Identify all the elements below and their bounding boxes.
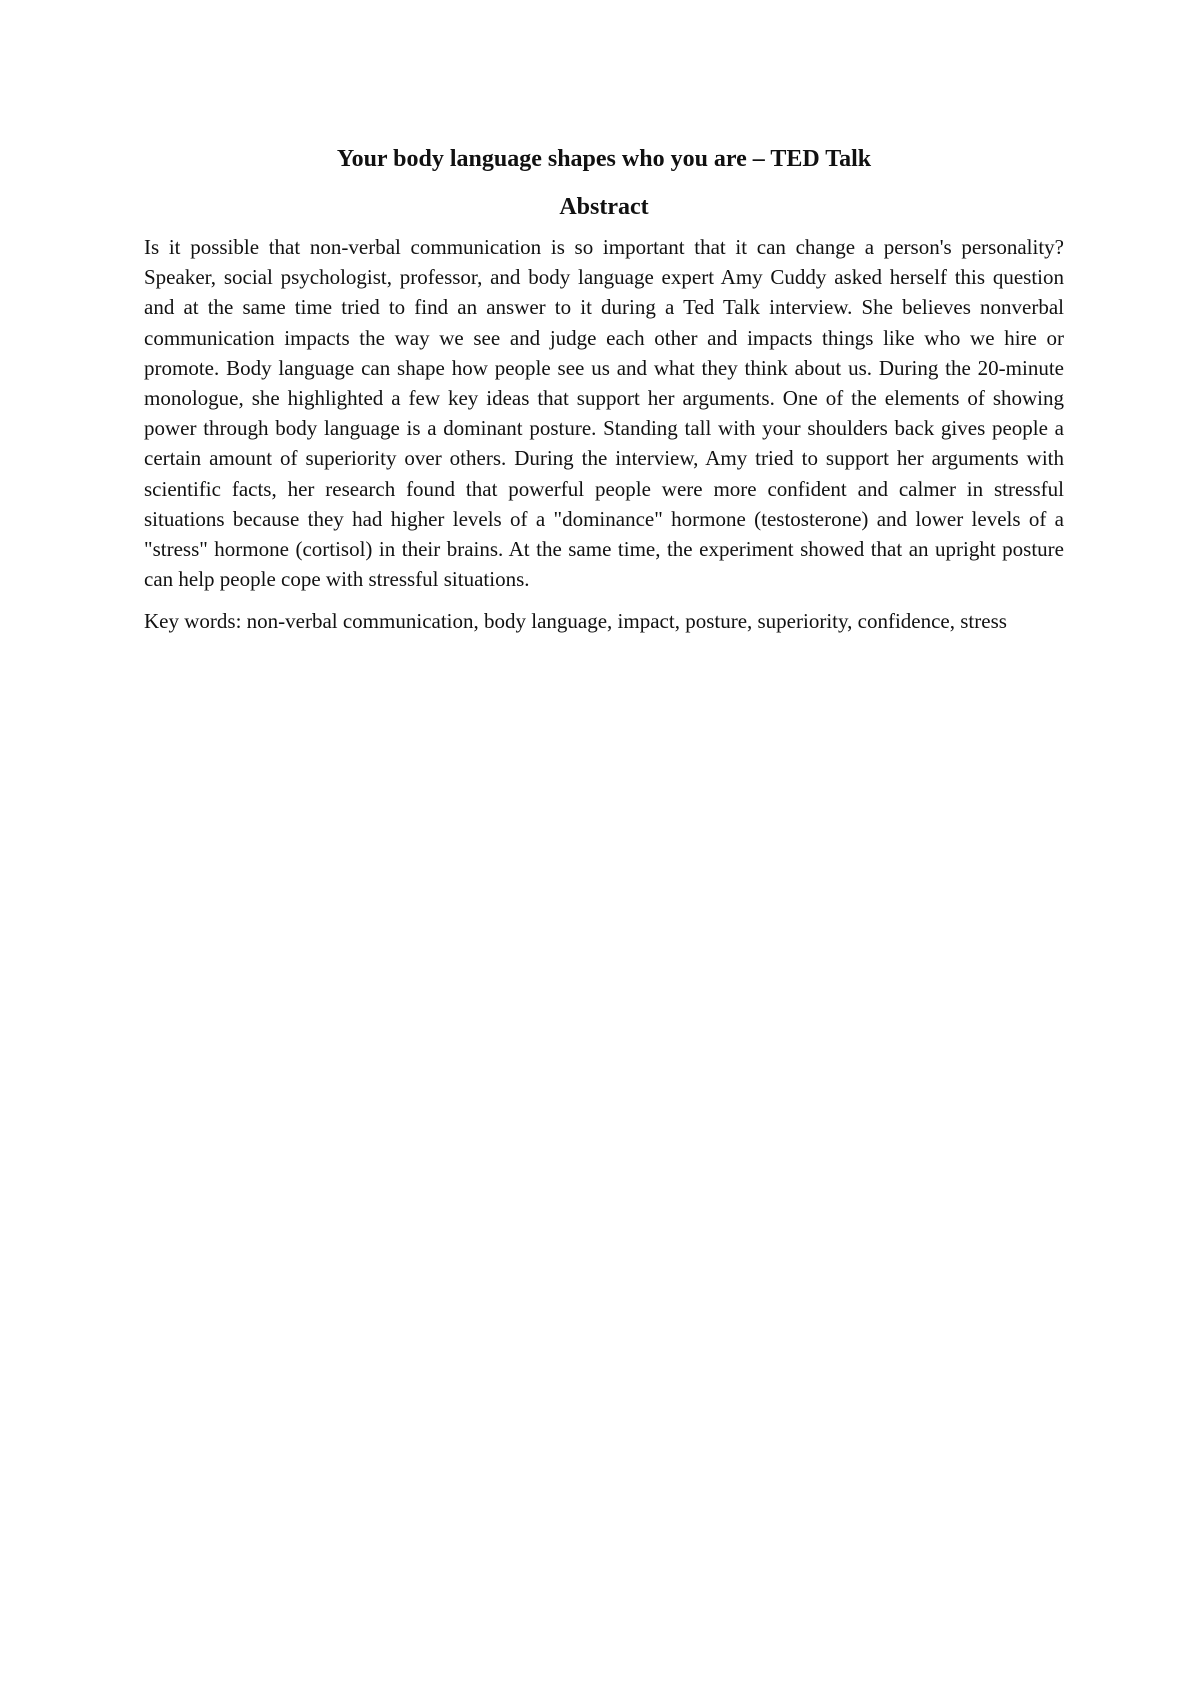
document-title: Your body language shapes who you are – TED Talk	[336, 146, 872, 172]
abstract-paragraph: Is it possible that non-verbal communication is so important that it can change a person's personality? Speaker, social psychologist, professor, and body language expert Amy Cuddy asked herself this question and at the same time tried to find an answer to it during a Ted Talk interview. She believes nonverbal communication impacts the way we see and judge each other and impacts things like who we hire or promote. Body language can shape how people see us and what they think about us. During the 20-minute monologue, she highlighted a few key ideas that support her arguments. One of the elements of showing power through body language is a dominant posture. Standing tall with your shoulders back gives people a certain amount of superiority over others. During the interview, Amy tried to support her arguments with scientific facts, her research found that powerful people were more confident and calmer in stressful situations because they had higher levels of a "dominance" hormone (testosterone) and lower levels of a "stress" hormone (cortisol) in their brains. At the same time, the experiment showed that an upright posture can help people cope with stressful situations.	[144, 235, 1064, 592]
abstract-heading: Abstract	[559, 194, 649, 220]
document-content	[144, 142, 1064, 637]
keywords-paragraph: Key words: non-verbal communication, body language, impact, posture, superiority, confidence, stress	[144, 609, 1007, 634]
